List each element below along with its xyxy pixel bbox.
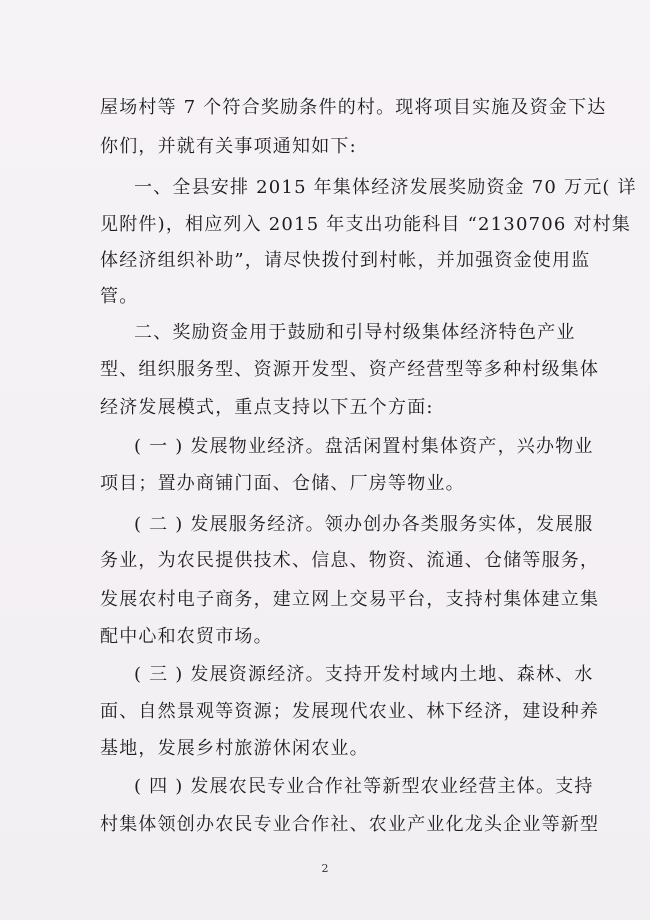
text-line: 屋场村等 7 个符合奖励条件的村。现将项目实施及资金下达 <box>100 97 607 118</box>
text-line: 村集体领创办农民专业合作社、农业产业化龙头企业等新型 <box>100 814 600 835</box>
text-line: 发展农村电子商务，建立网上交易平台，支持村集体建立集 <box>100 589 600 610</box>
text-line: ( 二 ) 发展服务经济。领办创办各类服务实体，发展服 <box>134 514 594 535</box>
text-line: 体经济组织补助”，请尽快拨付到村帐，并加强资金使用监 <box>100 250 591 271</box>
text-line: 配中心和农贸市场。 <box>100 626 273 647</box>
text-line: 经济发展模式，重点支持以下五个方面: <box>100 397 434 418</box>
text-line: ( 三 ) 发展资源经济。支持开发村域内土地、森林、水 <box>134 664 594 685</box>
text-line: 管。 <box>100 286 139 307</box>
text-line: 见附件)，相应列入 2015 年支出功能科目 “2130706 对村集 <box>100 214 632 235</box>
text-line: 基地，发展乡村旅游休闲农业。 <box>100 738 369 759</box>
text-line: 一、全县安排 2015 年集体经济发展奖励资金 70 万元( 详 <box>134 177 637 198</box>
page-number: 2 <box>321 862 329 875</box>
text-line: 面、自然景观等资源；发展现代农业、林下经济，建设种养 <box>100 701 600 722</box>
text-line: 务业，为农民提供技术、信息、物资、流通、仓储等服务， <box>100 550 600 571</box>
text-line: 你们，并就有关事项通知如下: <box>100 136 357 157</box>
text-line: ( 一 ) 发展物业经济。盘活闲置村集体资产，兴办物业 <box>134 436 594 457</box>
text-line: ( 四 ) 发展农民专业合作社等新型农业经营主体。支持 <box>134 776 594 797</box>
text-line: 二、奖励资金用于鼓励和引导村级集体经济特色产业 <box>134 322 576 343</box>
text-line: 型、组织服务型、资源开发型、资产经营型等多种村级集体 <box>100 359 600 380</box>
text-line: 项目；置办商铺门面、仓储、厂房等物业。 <box>100 473 465 494</box>
